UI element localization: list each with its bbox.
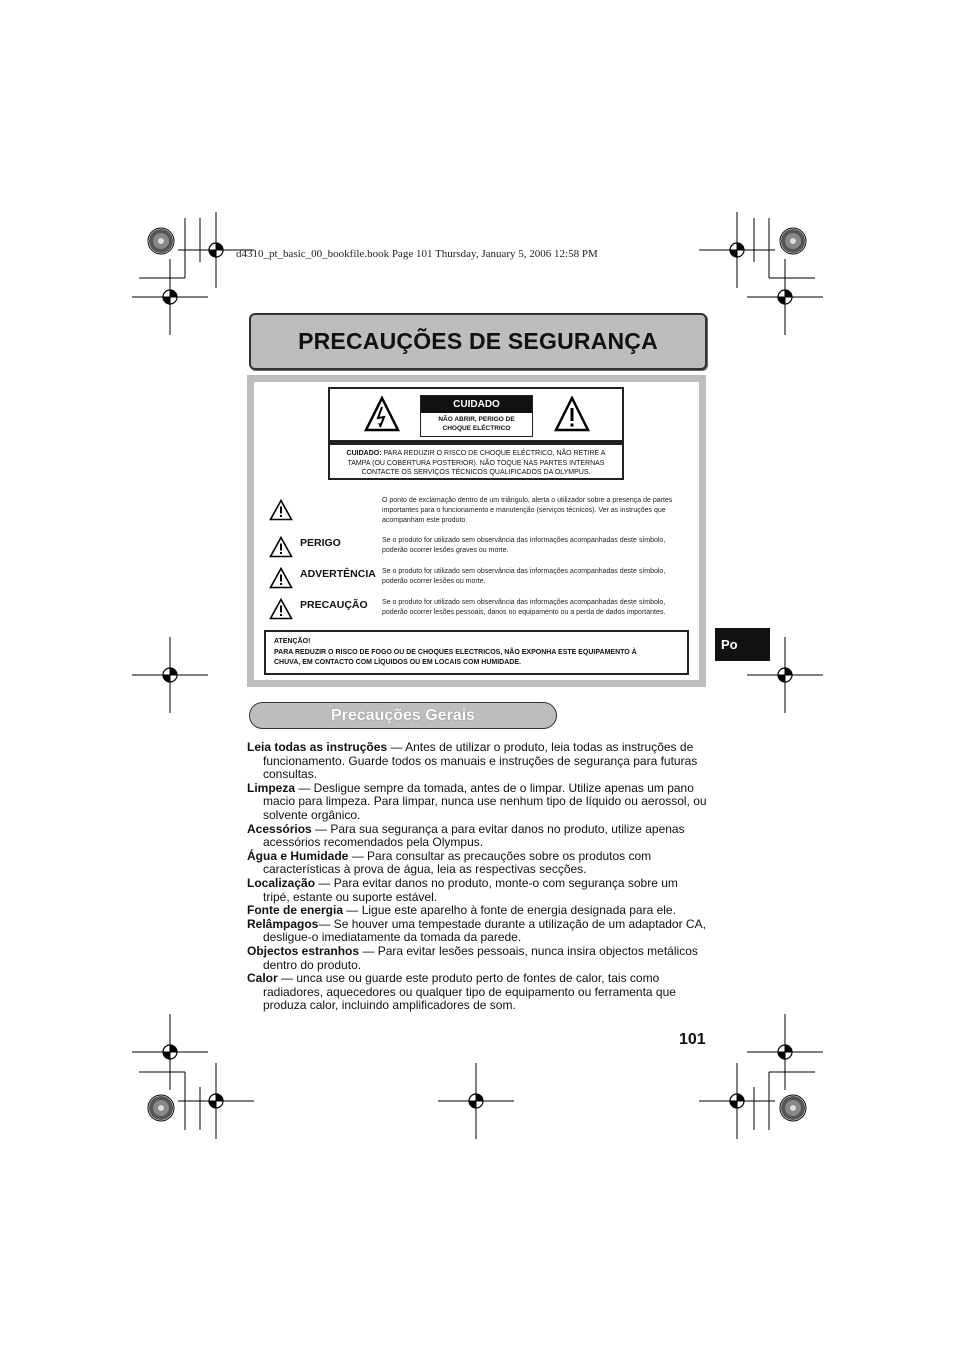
list-item: [247, 945, 707, 972]
item-term: Fonte de energia: [247, 903, 344, 918]
symbol-label: PERIGO: [300, 537, 341, 549]
symbol-desc: O ponto de exclamação dentro de um triângulo, alerta o utilizador sobre a presença de partes importantes para o funcionamento e manutenção (serviços técnicos). Ver as instruções que acompanham este produto.: [382, 497, 673, 524]
symbol-desc: Se o produto for utilizado sem observância das informações acompanhadas deste símbolo, poderão ocorrer lesões graves ou morte.: [382, 537, 666, 554]
caption-line2: TAMPA (OU COBERTURA POSTERIOR). NÃO TOQUE NAS PARTES INTERNAS: [347, 459, 605, 467]
warning-triangle-icon: [269, 598, 293, 620]
item-term: Água e Humidade: [247, 848, 349, 863]
atencao-line: PARA REDUZIR O RISCO DE FOGO OU DE CHOQUES ELECTRICOS, NÃO EXPONHA ESTE EQUIPAMENTO À: [274, 648, 637, 656]
atencao-box: [264, 630, 689, 675]
precautions-list: [247, 741, 707, 1013]
cuidado-header: CUIDADO: [421, 396, 532, 413]
cuidado-box: [420, 395, 533, 437]
list-item: [247, 877, 707, 904]
symbol-desc: Se o produto for utilizado sem observância das informações acompanhadas deste símbolo, poderão ocorrer lesões pessoais, danos no equipamento ou a perda de dados importantes.: [382, 599, 666, 616]
item-term: Acessórios: [247, 821, 312, 836]
cuidado-subtext: [421, 415, 532, 433]
list-item: [247, 782, 707, 823]
print-header: d4310_pt_basic_00_bookfile.book Page 101 Thursday, January 5, 2006 12:58 PM: [236, 248, 598, 260]
cuidado-subtext-line2: CHOQUE ELÉCTRICO: [442, 425, 511, 432]
item-term: Leia todas as instruções: [247, 740, 388, 754]
list-item: [247, 850, 707, 877]
item-text: — Ligue este aparelho à fonte de energia designada para ele.: [343, 903, 676, 918]
language-tab: Po: [715, 628, 770, 661]
caption-bold: CUIDADO:: [346, 450, 382, 457]
caption-line1: PARA REDUZIR O RISCO DE CHOQUE ELÉCTRICO, NÃO RETIRE A: [381, 450, 606, 457]
item-term: Relâmpagos: [247, 916, 319, 931]
page-title: PRECAUÇÕES DE SEGURANÇA: [298, 328, 658, 354]
list-item: [247, 904, 707, 918]
page-title-box: [249, 313, 707, 370]
item-text: — Para consultar as precauções sobre os produtos com características à prova de água, leia as respectivas secções.: [263, 848, 652, 877]
warning-triangle-icon: [269, 567, 293, 589]
item-term: Localização: [247, 875, 316, 890]
item-text: — Para evitar lesões pessoais, nunca insira objectos metálicos dentro do produto.: [263, 943, 698, 972]
section-title: Precauções Gerais: [330, 706, 476, 724]
item-text: — Para evitar danos no produto, monte-o com segurança sobre um tripé, estante ou suporte estável.: [263, 875, 678, 904]
list-item: [247, 972, 707, 1013]
item-text: — Desligue sempre da tomada, antes de o limpar. Utilize apenas um pano macio para limpeza. Para limpar, nunca use nenhum tipo de líquido ou aerossol, ou solvente orgânico.: [263, 780, 707, 822]
warning-caption: [328, 442, 624, 480]
page-number: 101: [679, 1031, 706, 1048]
lightning-triangle-icon: [364, 396, 400, 432]
symbol-label: PRECAUÇÃO: [300, 599, 368, 611]
list-item: [247, 823, 707, 850]
symbol-label: ADVERTÊNCIA: [300, 568, 376, 580]
symbol-desc: Se o produto for utilizado sem observância das informações acompanhadas deste símbolo, poderão ocorrer lesões ou morte.: [382, 568, 666, 585]
item-text: — Antes de utilizar o produto, leia todas as instruções de funcionamento. Guarde todos os manuais e instruções de segurança para futuras consultas.: [263, 740, 698, 782]
item-term: Calor: [247, 971, 278, 986]
item-text: — Se houver uma tempestade durante a utilização de um adaptador CA, desligue-o imediatamente da tomada da parede.: [263, 916, 706, 945]
list-item: [247, 918, 707, 945]
atencao-title: ATENÇÃO!: [274, 638, 311, 645]
warning-triangle-icon: [269, 536, 293, 558]
exclamation-triangle-icon: [554, 396, 590, 432]
item-term: Limpeza: [247, 780, 296, 795]
item-term: Objectos estranhos: [247, 943, 360, 958]
caption-line3: CONTACTE OS SERVIÇOS TÉCNICOS QUALIFICADOS DA OLYMPUS.: [361, 469, 591, 476]
atencao-line: CHUVA, EM CONTACTO COM LÍQUIDOS OU EM LOCAIS COM HUMIDADE.: [274, 659, 521, 666]
section-title-box: [249, 702, 557, 729]
item-text: — Para sua segurança a para evitar danos no produto, utilize apenas acessórios recomendados pela Olympus.: [263, 821, 685, 850]
list-item: [247, 741, 707, 782]
item-text: — unca use ou guarde este produto perto de fontes de calor, tais como radiadores, aquecedores ou qualquer tipo de equipamento ou ferramenta que produza calor, incluindo amplificadores de som.: [263, 971, 676, 1013]
warning-triangle-icon: [269, 499, 293, 521]
cuidado-subtext-line1: NÃO ABRIR, PERIGO DE: [438, 416, 515, 423]
